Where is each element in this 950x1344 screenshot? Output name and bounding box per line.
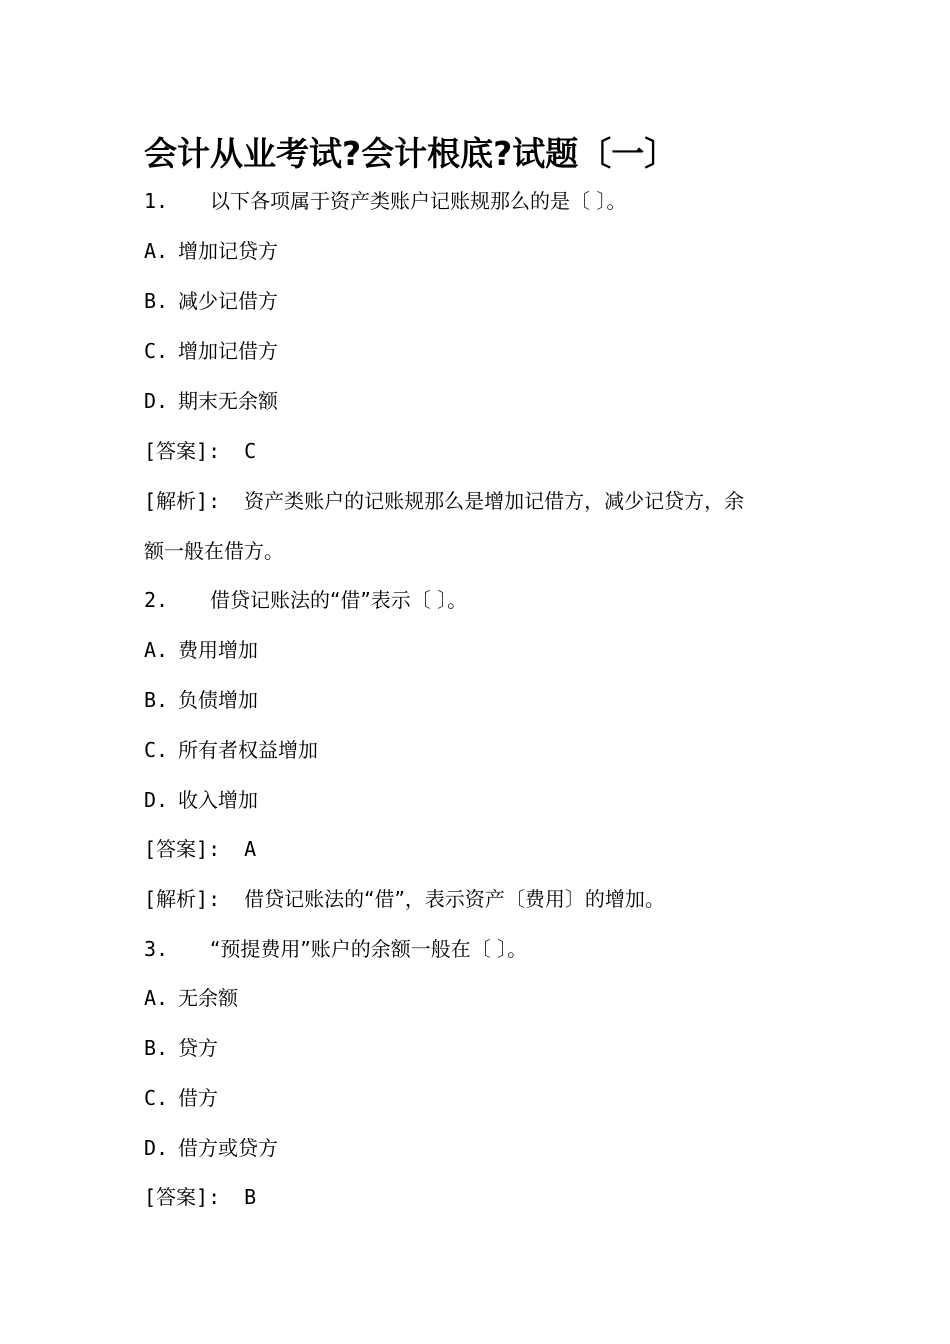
option-text: 减少记借方 <box>178 289 278 313</box>
question-3-option-c <box>144 1084 218 1112</box>
question-1-option-c <box>144 337 278 365</box>
question-stem: 借贷记账法的“借”表示〔 〕。 <box>210 588 468 612</box>
question-1-option-d <box>144 387 278 415</box>
question-1-analysis <box>144 487 744 515</box>
question-1-option-b <box>144 287 278 315</box>
analysis-text: 额一般在借方。 <box>144 539 284 563</box>
question-3-option-b <box>144 1034 218 1062</box>
option-text: 收入增加 <box>178 788 258 812</box>
option-text: 借方或贷方 <box>178 1136 278 1160</box>
question-3-option-d <box>144 1134 278 1162</box>
question-number: 2. <box>144 588 169 612</box>
option-letter: B. <box>144 1036 169 1060</box>
question-2-option-c <box>144 736 318 764</box>
analysis-label: [解析]: <box>144 489 221 513</box>
option-letter: D. <box>144 389 169 413</box>
question-1-analysis-continued <box>144 537 284 565</box>
analysis-text: 资产类账户的记账规那么是增加记借方，减少记贷方，余 <box>244 489 745 513</box>
option-letter: B. <box>144 688 169 712</box>
question-1-stem-line <box>144 187 626 215</box>
analysis-text: 借贷记账法的“借”，表示资产〔费用〕的增加。 <box>244 887 665 911</box>
question-2-option-b <box>144 686 258 714</box>
page-title: 会计从业考试?会计根底?试题〔一〕 <box>144 134 678 173</box>
analysis-label: [解析]: <box>144 887 221 911</box>
question-1-option-a <box>144 237 278 265</box>
question-number: 3. <box>144 937 169 961</box>
question-1-answer <box>144 437 256 465</box>
option-letter: B. <box>144 289 169 313</box>
option-letter: D. <box>144 788 169 812</box>
option-text: 增加记贷方 <box>178 239 278 263</box>
question-2-option-a <box>144 636 258 664</box>
option-text: 无余额 <box>178 986 238 1010</box>
option-letter: A. <box>144 986 169 1010</box>
option-text: 借方 <box>178 1086 218 1110</box>
question-2-option-d <box>144 786 258 814</box>
answer-value: A <box>244 837 257 861</box>
question-2-answer <box>144 835 256 863</box>
question-number: 1. <box>144 189 169 213</box>
option-letter: C. <box>144 738 169 762</box>
option-letter: A. <box>144 638 169 662</box>
question-stem: “预提费用”账户的余额一般在〔 〕。 <box>210 937 528 961</box>
answer-label: [答案]: <box>144 1185 221 1209</box>
option-text: 期末无余额 <box>178 389 278 413</box>
option-text: 贷方 <box>178 1036 218 1060</box>
option-letter: C. <box>144 339 169 363</box>
question-3-option-a <box>144 984 238 1012</box>
question-3-answer <box>144 1183 256 1211</box>
answer-label: [答案]: <box>144 439 221 463</box>
question-3-stem-line <box>144 935 527 963</box>
question-2-analysis <box>144 885 665 913</box>
option-text: 增加记借方 <box>178 339 278 363</box>
option-text: 所有者权益增加 <box>178 738 318 762</box>
option-letter: C. <box>144 1086 169 1110</box>
option-letter: A. <box>144 239 169 263</box>
option-letter: D. <box>144 1136 169 1160</box>
option-text: 负债增加 <box>178 688 258 712</box>
answer-value: B <box>244 1185 257 1209</box>
answer-value: C <box>244 439 257 463</box>
answer-label: [答案]: <box>144 837 221 861</box>
question-2-stem-line <box>144 586 467 614</box>
question-stem: 以下各项属于资产类账户记账规那么的是〔 〕。 <box>210 189 627 213</box>
option-text: 费用增加 <box>178 638 258 662</box>
